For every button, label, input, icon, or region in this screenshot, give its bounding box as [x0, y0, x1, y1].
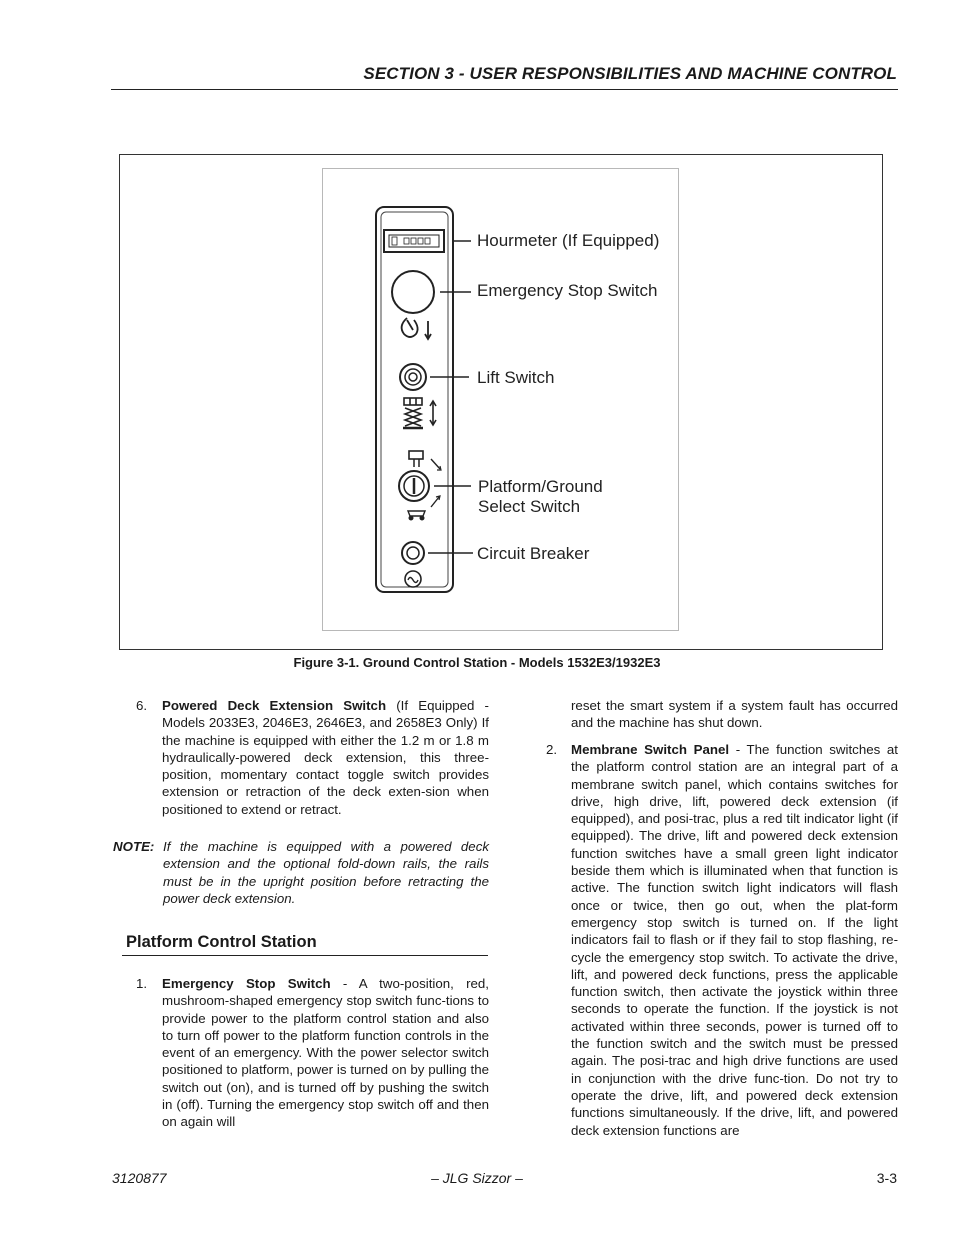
list-number: 1.: [136, 976, 148, 991]
list-item-text: (If Equipped - Models 2033E3, 2046E3, 2646E3, and 2658E3 Only) If the machine is equipped with either the 1.2 m or 1.8 m hydraulically-powered deck extension, this three-position, momentary contact toggle switch provides extension or retraction of the deck exten-sion when positioned to extend or retract.: [162, 698, 489, 817]
list-number: 6.: [136, 698, 148, 713]
figure-caption: Figure 3-1. Ground Control Station - Models 1532E3/1932E3: [293, 655, 661, 670]
footer-doc-number: 3120877: [112, 1170, 167, 1186]
list-item-lead: Membrane Switch Panel: [571, 742, 730, 757]
callout-circuit-breaker: Circuit Breaker: [477, 544, 590, 563]
list-number: 2.: [546, 742, 558, 757]
callout-platform-ground-line2: Select Switch: [478, 497, 581, 516]
callout-platform-ground-line1: Platform/Ground: [478, 477, 603, 496]
emergency-stop-icon: [392, 271, 434, 313]
subheading-divider: [122, 955, 488, 956]
callout-emergency-stop: Emergency Stop Switch: [477, 281, 658, 300]
list-item-lead: Powered Deck Extension Switch: [162, 698, 387, 713]
section-title: SECTION 3 - USER RESPONSIBILITIES AND MACHINE CONTROL: [363, 64, 897, 83]
list-item-text: - The function switches at the platform control station are an integral part of a membrane switch panel, which contains switches for drive, high drive, lift, powered deck extension (if equipped), and posi-trac, plus a red tilt indicator light (if equipped). The drive, lift and powered deck extension function switches have a small green light indicator beside them which is illuminated when that function is active. The function switch light indicators will flash once or twice, then go out, when the plat-form emergency stop switch is turned on. If the light indicators fail to flash or if they fail to stop flashing, re-cycle the emergency stop switch. To activate the drive, lift, and powered deck functions, press the applicable function switch, then activate the joystick within three seconds to operate the function. If the joystick is not activated within three seconds, power is turned off to the function switch and the switch must be pressed again. The posi-trac and high drive functions are used in conjunction with the drive func-tion. Do not try to operate the drive, lift, and powered deck extension functions simultaneously. If the drive, lift, and powered deck extension functions are: [571, 742, 898, 1138]
footer-center: – JLG Sizzor –: [431, 1170, 523, 1186]
callout-hourmeter: Hourmeter (If Equipped): [477, 231, 660, 250]
hourmeter-icon: [384, 230, 444, 252]
subheading-platform-control-station: Platform Control Station: [126, 933, 317, 951]
list-item-lead: Emergency Stop Switch: [162, 976, 331, 991]
note-text: If the machine is equipped with a powered deck extension and the optional fold-down rails, the rails must be in the upright position before retracting the power deck extension.: [163, 839, 489, 906]
callout-lift-switch: Lift Switch: [477, 368, 555, 387]
list-item-text: - A two-position, red, mushroom-shaped emergency stop switch func-tions to provide power to the platform control station and also to turn off power to the platform function controls in the event of an emergency. With the power selector switch positioned to platform, power is turned on by pulling the switch out (on), and is turned off by pushing the switch in (off). Turning the emergency stop switch off and then on again will: [162, 976, 489, 1130]
continuation-text: reset the smart system if a system fault has occurred and the machine has shut down.: [571, 698, 898, 731]
note-label: NOTE:: [113, 839, 155, 854]
footer-page-number: 3-3: [876, 1170, 897, 1186]
